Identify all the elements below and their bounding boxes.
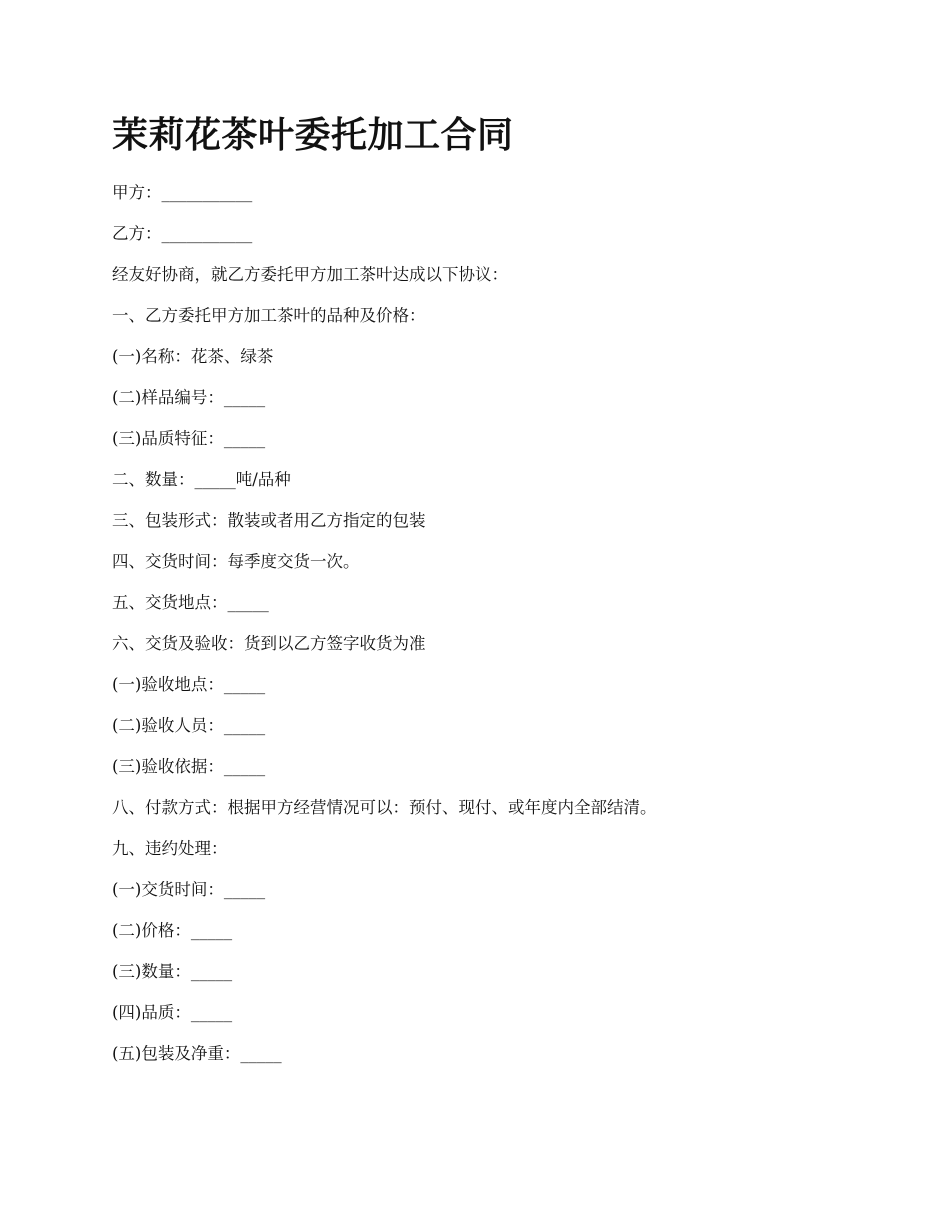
document-body [112, 174, 872, 1076]
clause-5-delivery-place: 五、交货地点：_____ [112, 593, 269, 612]
clause-3-packaging: 三、包装形式：散装或者用乙方指定的包装 [112, 511, 426, 530]
clause-8-payment: 八、付款方式：根据甲方经营情况可以：预付、现付、或年度内全部结清。 [112, 798, 657, 817]
clause-9-packaging-weight: (五)包装及净重：_____ [112, 1044, 282, 1063]
preamble-line: 经友好协商，就乙方委托甲方加工茶叶达成以下协议： [112, 265, 508, 284]
clause-1-quality: (三)品质特征：_____ [112, 429, 266, 448]
party-a-line: 甲方：___________ [112, 183, 253, 202]
clause-1-heading: 一、乙方委托甲方加工茶叶的品种及价格： [112, 306, 426, 325]
clause-9-delivery-time: (一)交货时间：_____ [112, 880, 266, 899]
clause-9-quality: (四)品质：_____ [112, 1003, 233, 1022]
party-b-line: 乙方：___________ [112, 224, 253, 243]
clause-6-acceptance-basis: (三)验收依据：_____ [112, 757, 266, 776]
clause-6-acceptance-place: (一)验收地点：_____ [112, 675, 266, 694]
clause-9-quantity: (三)数量：_____ [112, 962, 233, 981]
document-title: 茉莉花茶叶委托加工合同 [112, 115, 514, 156]
clause-9-price: (二)价格：_____ [112, 921, 233, 940]
clause-6-acceptance-personnel: (二)验收人员：_____ [112, 716, 266, 735]
clause-2-quantity: 二、数量：_____吨/品种 [112, 470, 291, 489]
clause-9-breach: 九、违约处理： [112, 839, 228, 858]
clause-4-delivery-time: 四、交货时间：每季度交货一次。 [112, 552, 360, 571]
clause-1-name: (一)名称：花茶、绿茶 [112, 347, 274, 366]
clause-1-sample-number: (二)样品编号：_____ [112, 388, 266, 407]
clause-6-acceptance: 六、交货及验收：货到以乙方签字收货为准 [112, 634, 426, 653]
